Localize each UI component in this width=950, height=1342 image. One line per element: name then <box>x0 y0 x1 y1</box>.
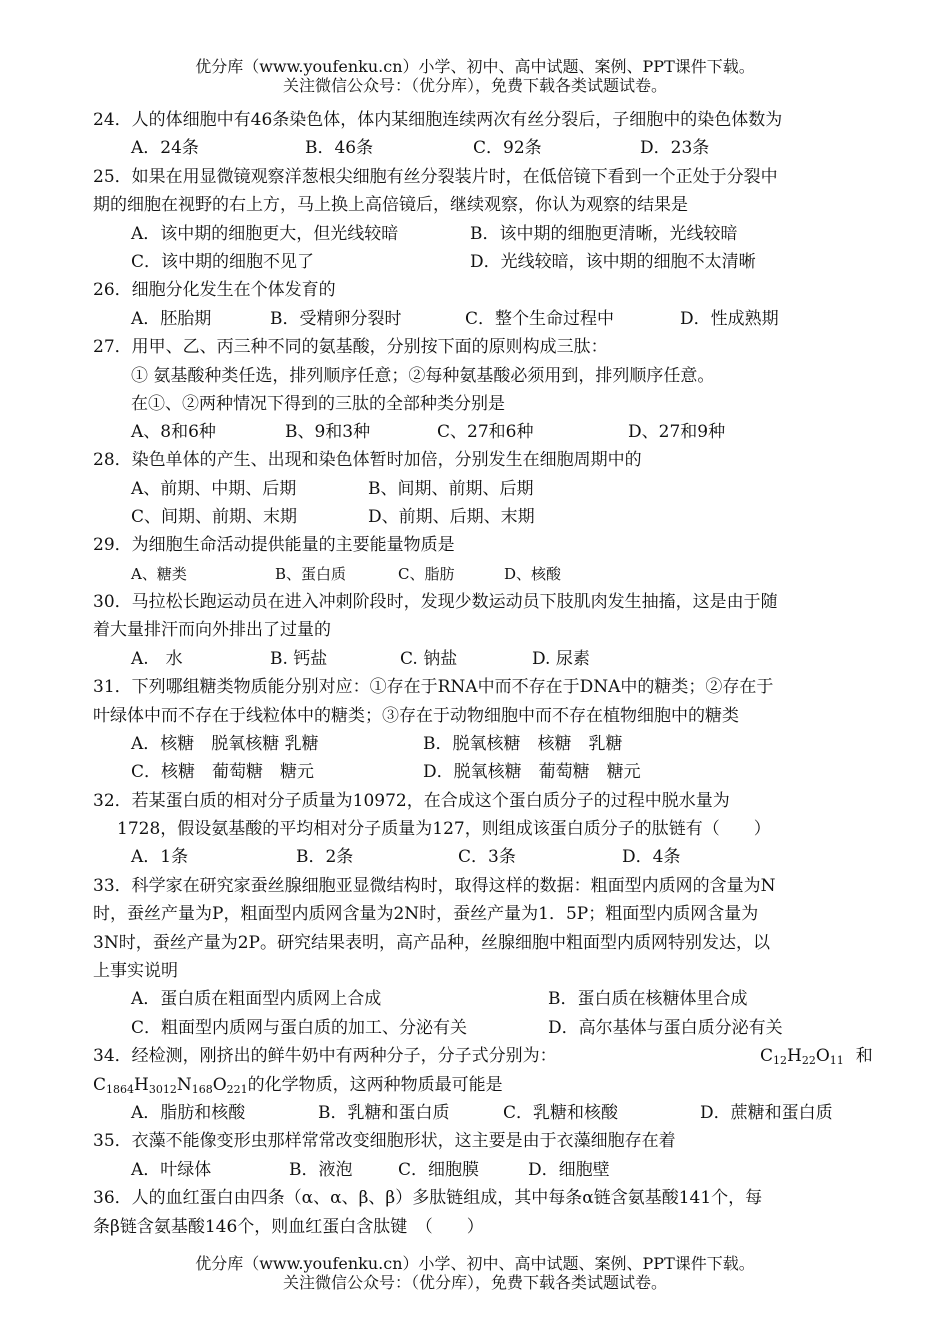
question-27-ask: 在①、②两种情况下得到的三肽的全部种类分别是 <box>131 394 505 414</box>
question-27-rules: ① 氨基酸种类任选，排列顺序任意；②每种氨基酸必须用到，排列顺序任意。 <box>131 366 715 386</box>
question-27-option-a: A、8和6种 <box>131 422 216 442</box>
question-31-option-c: C．核糖 葡萄糖 糖元 <box>131 762 315 782</box>
question-33-option-b: B．蛋白质在核糖体里合成 <box>548 989 748 1009</box>
question-24-option-c: C．92条 <box>473 138 542 158</box>
footer-line-1: 优分库（www.youfenku.cn）小学、初中、高中试题、案例、PPT课件下载。 <box>195 1254 755 1273</box>
question-25-option-d: D．光线较暗，该中期的细胞不太清晰 <box>470 252 756 272</box>
footer-line-2: 关注微信公众号：（优分库），免费下载各类试题试卷。 <box>282 1273 667 1292</box>
question-28-stem: 28．染色单体的产生、出现和染色体暂时加倍，分别发生在细胞周期中的 <box>93 450 642 470</box>
question-29-option-a: A、糖类 <box>131 565 187 583</box>
header-line-2: 关注微信公众号：（优分库），免费下载各类试题试卷。 <box>282 76 667 95</box>
question-34-stem-line-2: $C_{1864}H_{3012}N_{168}O_{221}$的化学物质，这两种物质最可能是 <box>93 1075 503 1096</box>
question-33-option-a: A．蛋白质在粗面型内质网上合成 <box>131 989 382 1009</box>
question-28-option-c: C、间期、前期、末期 <box>131 507 298 527</box>
question-24-option-a: A．24条 <box>131 138 199 158</box>
question-30-option-c: C. 钠盐 <box>400 649 458 669</box>
question-31-option-b: B．脱氧核糖 核糖 乳糖 <box>423 734 623 754</box>
question-25-option-c: C．该中期的细胞不见了 <box>131 252 315 272</box>
formula-sucrose-lactose: $C_{12}H_{22}O_{11}$ 和 <box>760 1046 873 1067</box>
question-25-stem-line-2: 期的细胞在视野的右上方，马上换上高倍镜后，继续观察，你认为观察的结果是 <box>93 195 688 215</box>
question-34-option-d: D．蔗糖和蛋白质 <box>700 1103 833 1123</box>
question-32-option-c: C．3条 <box>458 847 516 867</box>
question-32-stem-line-1: 32．若某蛋白质的相对分子质量为10972，在合成这个蛋白质分子的过程中脱水量为 <box>93 791 730 811</box>
question-33-option-d: D．高尔基体与蛋白质分泌有关 <box>548 1018 783 1038</box>
question-25-option-a: A．该中期的细胞更大，但光线较暗 <box>131 224 399 244</box>
question-29-stem: 29．为细胞生命活动提供能量的主要能量物质是 <box>93 535 455 555</box>
question-33-option-c: C．粗面型内质网与蛋白质的加工、分泌有关 <box>131 1018 468 1038</box>
question-28-option-d: D、前期、后期、末期 <box>368 507 535 527</box>
question-35-option-c: C．细胞膜 <box>398 1160 480 1180</box>
question-26-stem: 26．细胞分化发生在个体发育的 <box>93 280 336 300</box>
question-36-stem-line-2: 条β链含氨基酸146个，则血红蛋白含肽键 （ ） <box>93 1217 484 1237</box>
question-26-option-c: C．整个生命过程中 <box>465 309 615 329</box>
question-30-option-b: B. 钙盐 <box>270 649 328 669</box>
question-24-option-d: D．23条 <box>640 138 710 158</box>
header-line-1: 优分库（www.youfenku.cn）小学、初中、高中试题、案例、PPT课件下载。 <box>195 57 755 76</box>
question-36-stem-line-1: 36．人的血红蛋白由四条（α、α、β、β）多肽链组成，其中每条α链含氨基酸141个，每 <box>93 1188 763 1208</box>
question-31-option-d: D．脱氧核糖 葡萄糖 糖元 <box>423 762 641 782</box>
question-32-option-b: B．2条 <box>296 847 354 867</box>
question-28-option-b: B、间期、前期、后期 <box>368 479 534 499</box>
question-34-option-c: C．乳糖和核酸 <box>503 1103 619 1123</box>
question-26-option-d: D．性成熟期 <box>680 309 779 329</box>
question-34-stem-text: 34．经检测，刚挤出的鲜牛奶中有两种分子，分子式分别为： <box>93 1046 557 1066</box>
question-29-option-d: D、核酸 <box>504 565 562 583</box>
question-32-option-d: D．4条 <box>622 847 681 867</box>
question-24-option-b: B．46条 <box>305 138 374 158</box>
question-30-option-d: D. 尿素 <box>532 649 590 669</box>
question-34-option-a: A．脂肪和核酸 <box>131 1103 246 1123</box>
question-33-stem-line-1: 33．科学家在研究家蚕丝腺细胞亚显微结构时，取得这样的数据：粗面型内质网的含量为N <box>93 876 776 896</box>
question-31-option-a: A．核糖 脱氧核糖 乳糖 <box>131 734 319 754</box>
question-35-option-b: B．液泡 <box>289 1160 353 1180</box>
question-28-option-a: A、前期、中期、后期 <box>131 479 297 499</box>
question-35-option-a: A．叶绿体 <box>131 1160 212 1180</box>
question-34-option-b: B．乳糖和蛋白质 <box>318 1103 450 1123</box>
question-34-stem-line-1 <box>93 1044 557 1068</box>
question-32-option-a: A．1条 <box>131 847 189 867</box>
question-30-option-a: A. 水 <box>131 649 183 669</box>
question-26-option-a: A．胚胎期 <box>131 309 212 329</box>
question-27-stem: 27．用甲、乙、丙三种不同的氨基酸，分别按下面的原则构成三肽： <box>93 337 608 357</box>
question-33-stem-line-4: 上事实说明 <box>93 961 178 981</box>
question-24-stem: 24．人的体细胞中有46条染色体，体内某细胞连续两次有丝分裂后，子细胞中的染色体数为 <box>93 110 783 130</box>
question-29-option-c: C、脂肪 <box>398 565 455 583</box>
question-30-stem-line-2: 着大量排汗而向外排出了过量的 <box>93 620 331 640</box>
page-footer <box>0 1254 950 1292</box>
formula-protein: $C_{1864}H_{3012}N_{168}O_{221}$ <box>93 1075 248 1096</box>
page-header <box>0 57 950 95</box>
question-30-stem-line-1: 30．马拉松长跑运动员在进入冲刺阶段时，发现少数运动员下肢肌肉发生抽搐，这是由于随 <box>93 592 778 612</box>
question-27-option-b: B、9和3种 <box>285 422 371 442</box>
question-35-stem: 35．衣藻不能像变形虫那样常常改变细胞形状，这主要是由于衣藻细胞存在着 <box>93 1131 676 1151</box>
question-33-stem-line-2: 时，蚕丝产量为P，粗面型内质网含量为2N时，蚕丝产量为1．5P；粗面型内质网含量为 <box>93 904 759 924</box>
question-26-option-b: B．受精卵分裂时 <box>270 309 402 329</box>
question-31-stem-line-2: 叶绿体中而不存在于线粒体中的糖类；③存在于动物细胞中而不存在植物细胞中的糖类 <box>93 706 739 726</box>
question-31-stem-line-1: 31．下列哪组糖类物质能分别对应：①存在于RNA中而不存在于DNA中的糖类；②存在于 <box>93 677 774 697</box>
question-25-option-b: B．该中期的细胞更清晰，光线较暗 <box>470 224 738 244</box>
question-27-option-d: D、27和9种 <box>628 422 726 442</box>
question-32-stem-line-2: 1728，假设氨基酸的平均相对分子质量为127，则组成该蛋白质分子的肽链有（ ） <box>117 819 771 839</box>
question-35-option-d: D．细胞壁 <box>528 1160 610 1180</box>
question-29-option-b: B、蛋白质 <box>275 565 347 583</box>
question-33-stem-line-3: 3N时，蚕丝产量为2P。研究结果表明，高产品种，丝腺细胞中粗面型内质网特别发达，以 <box>93 933 770 953</box>
question-27-option-c: C、27和6种 <box>437 422 534 442</box>
question-25-stem-line-1: 25．如果在用显微镜观察洋葱根尖细胞有丝分裂装片时，在低倍镜下看到一个正处于分裂中 <box>93 167 778 187</box>
